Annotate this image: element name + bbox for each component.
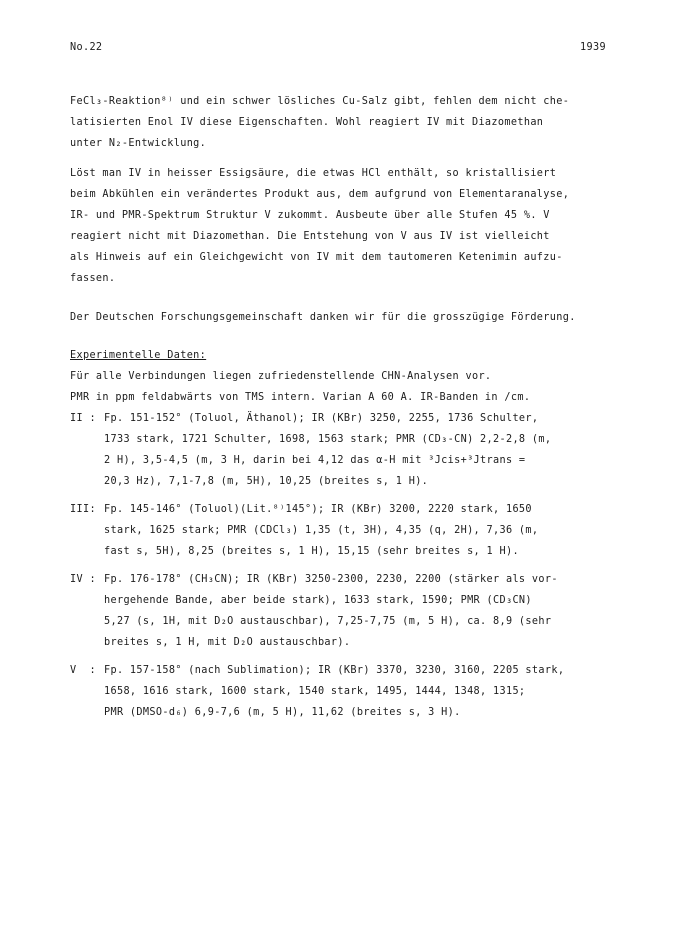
entry-line: stark, 1625 stark; PMR (CDCl₃) 1,35 (t, 3H), 4,35 (q, 2H), 7,36 (m, xyxy=(104,525,539,536)
para2-line: IR- und PMR-Spektrum Struktur V zukommt. Ausbeute über alle Stufen 45 %. V xyxy=(70,210,550,221)
entry-line: PMR (DMSO-d₆) 6,9-7,6 (m, 5 H), 11,62 (breites s, 3 H). xyxy=(104,707,461,718)
entry-line: 5,27 (s, 1H, mit D₂O austauschbar), 7,25-7,75 (m, 5 H), ca. 8,9 (sehr xyxy=(104,616,552,627)
entry-label: II : xyxy=(70,413,96,424)
para2-line: als Hinweis auf ein Gleichgewicht von IV mit dem tautomeren Ketenimin aufzu- xyxy=(70,252,563,263)
entry-line: 2 H), 3,5-4,5 (m, 3 H, darin bei 4,12 das α-H mit ³Jcis+³Jtrans = xyxy=(104,455,526,466)
entry-label: IV : xyxy=(70,574,96,585)
page-number: 1939 xyxy=(580,42,606,53)
entry-line: Fp. 151-152° (Toluol, Äthanol); IR (KBr) 3250, 2255, 1736 Schulter, xyxy=(104,413,539,424)
intro-line: Für alle Verbindungen liegen zufriedenstellende CHN-Analysen vor. xyxy=(70,371,492,382)
para1-line: latisierten Enol IV diese Eigenschaften. Wohl reagiert IV mit Diazomethan xyxy=(70,117,544,128)
entry-line: 20,3 Hz), 7,1-7,8 (m, 5H), 10,25 (breites s, 1 H). xyxy=(104,476,429,487)
entry-line: fast s, 5H), 8,25 (breites s, 1 H), 15,15 (sehr breites s, 1 H). xyxy=(104,546,519,557)
para1-line: FeCl₃-Reaktion⁸⁾ und ein schwer lösliches Cu-Salz gibt, fehlen dem nicht che- xyxy=(70,96,570,107)
entry-line: Fp. 157-158° (nach Sublimation); IR (KBr) 3370, 3230, 3160, 2205 stark, xyxy=(104,665,565,676)
entry-line: 1658, 1616 stark, 1600 stark, 1540 stark, 1495, 1444, 1348, 1315; xyxy=(104,686,526,697)
para2-line: reagiert nicht mit Diazomethan. Die Entstehung von V aus IV ist vielleicht xyxy=(70,231,550,242)
entry-line: 1733 stark, 1721 Schulter, 1698, 1563 stark; PMR (CD₃-CN) 2,2-2,8 (m, xyxy=(104,434,552,445)
intro-line: PMR in ppm feldabwärts von TMS intern. Varian A 60 A. IR-Banden in /cm. xyxy=(70,392,531,403)
entry-line: Fp. 145-146° (Toluol)(Lit.⁸⁾145°); IR (KBr) 3200, 2220 stark, 1650 xyxy=(104,504,532,515)
para2-line: Löst man IV in heisser Essigsäure, die etwas HCl enthält, so kristallisiert xyxy=(70,168,557,179)
para2-line: fassen. xyxy=(70,273,116,284)
para1-line: unter N₂-Entwicklung. xyxy=(70,138,207,149)
entry-label: III: xyxy=(70,504,96,515)
section-heading: Experimentelle Daten: xyxy=(70,350,207,361)
entry-line: hergehende Bande, aber beide stark), 1633 stark, 1590; PMR (CD₃CN) xyxy=(104,595,532,606)
entry-label: V : xyxy=(70,665,96,676)
acknowledgement: Der Deutschen Forschungsgemeinschaft danken wir für die grosszügige Förderung. xyxy=(70,312,576,323)
entry-line: Fp. 176-178° (CH₃CN); IR (KBr) 3250-2300, 2230, 2200 (stärker als vor- xyxy=(104,574,558,585)
entry-line: breites s, 1 H, mit D₂O austauschbar). xyxy=(104,637,351,648)
para2-line: beim Abkühlen ein verändertes Produkt aus, dem aufgrund von Elementaranalyse, xyxy=(70,189,570,200)
journal-number: No.22 xyxy=(70,42,103,53)
